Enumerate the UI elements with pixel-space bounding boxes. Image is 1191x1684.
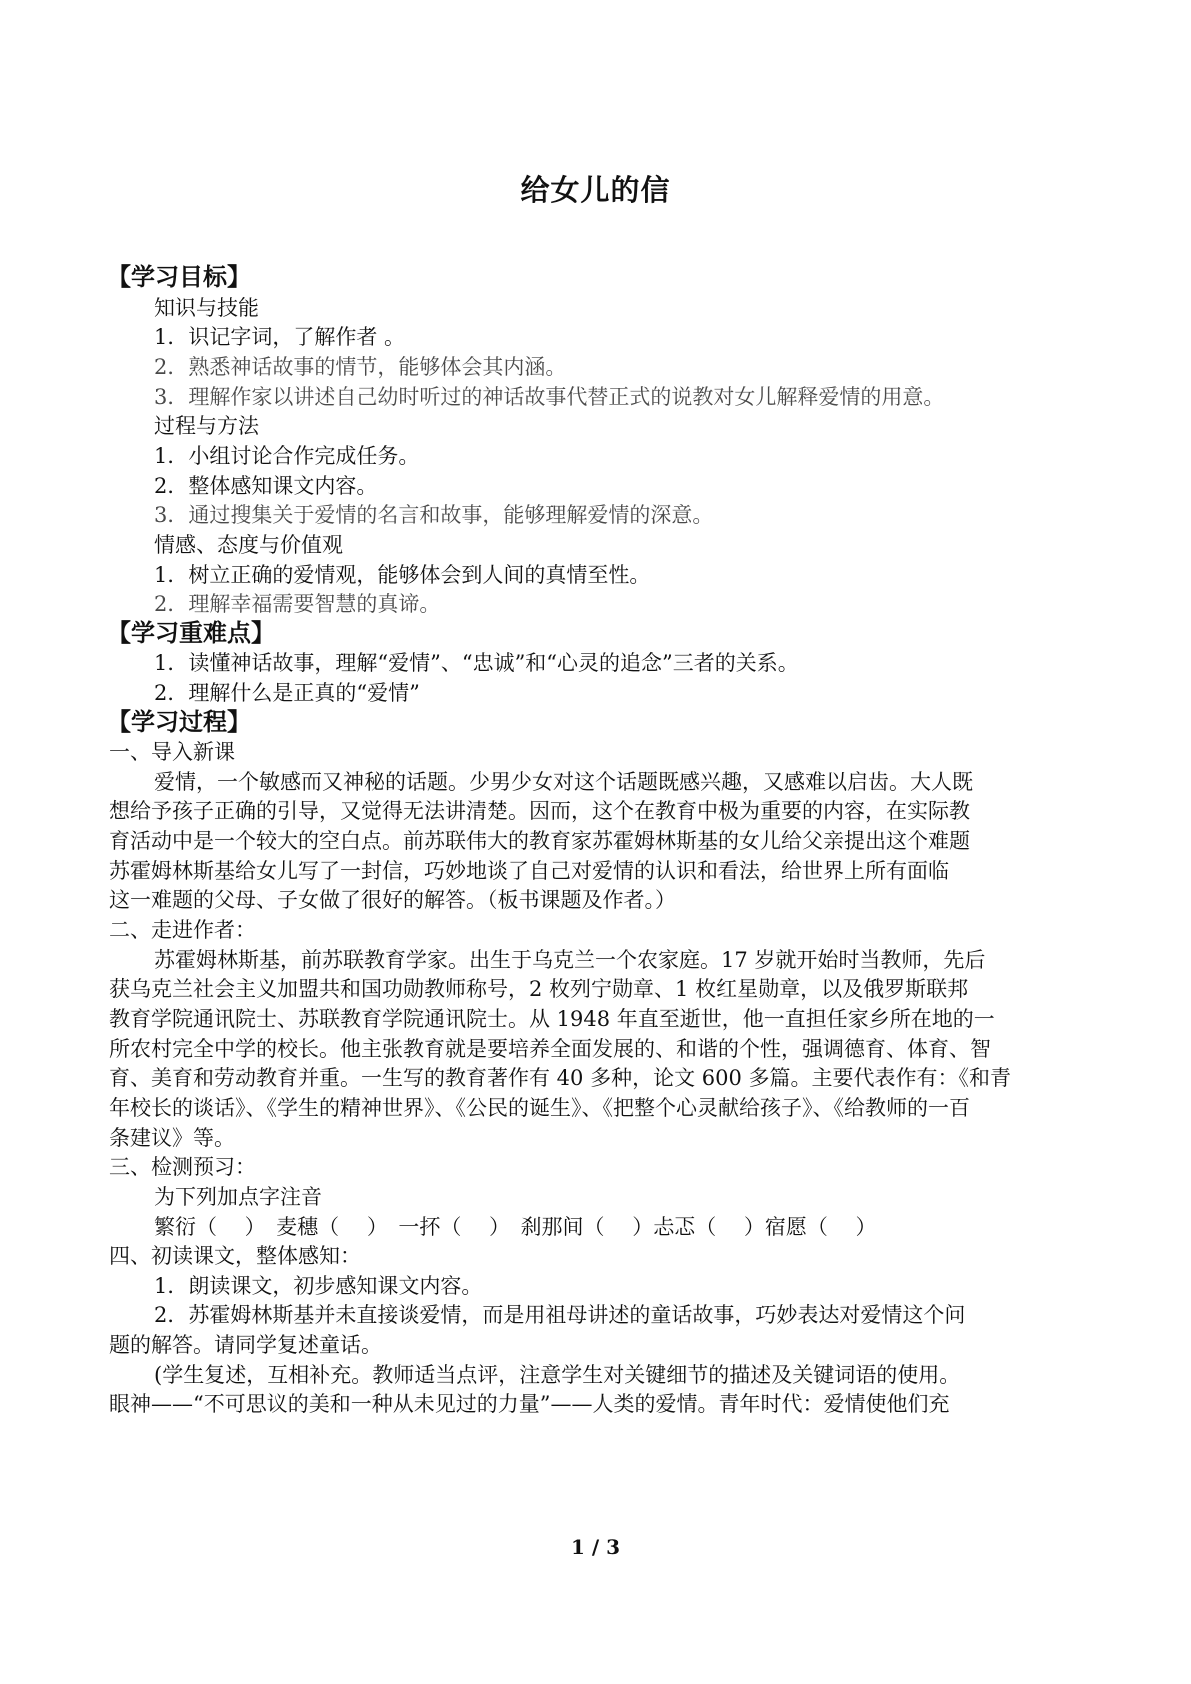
reading-note-line-1: (学生复述，互相补充。教师适当点评，注意学生对关键细节的描述及关键词语的使用。 xyxy=(154,1363,961,1387)
objectives-heading: 【学习目标】 xyxy=(107,263,251,291)
author-line-4: 所农村完全中学的校长。他主张教育就是要培养全面发展的、和谐的个性，强调德育、体育、智 xyxy=(109,1037,991,1061)
author-line-1: 苏霍姆林斯基，前苏联教育学家。出生于乌克兰一个农家庭。17 岁就开始时当教师，先后 xyxy=(154,948,986,972)
preview-instruction: 为下列加点字注音 xyxy=(154,1185,322,1209)
reading-item-2-line-2: 题的解答。请同学复述童话。 xyxy=(109,1333,382,1357)
author-label: 二、走进作者： xyxy=(109,918,256,942)
process-item-3: 3．通过搜集关于爱情的名言和故事，能够理解爱情的深意。 xyxy=(154,503,714,527)
author-line-3: 教育学院通讯院士、苏联教育学院通讯院士。从 1948 年直至逝世，他一直担任家乡所在地的一 xyxy=(109,1007,995,1031)
process-section-heading: 【学习过程】 xyxy=(107,708,251,736)
author-line-6: 年校长的谈话》、《学生的精神世界》、《公民的诞生》、《把整个心灵献给孩子》、《给教师的一百 xyxy=(109,1096,970,1120)
emotion-item-1: 1．树立正确的爱情观，能够体会到人间的真情至性。 xyxy=(154,563,651,587)
process-item-1: 1．小组讨论合作完成任务。 xyxy=(154,444,420,468)
knowledge-item-2: 2．熟悉神话故事的情节，能够体会其内涵。 xyxy=(154,355,567,379)
intro-line-4: 苏霍姆林斯基给女儿写了一封信，巧妙地谈了自己对爱情的认识和看法，给世界上所有面临 xyxy=(109,859,949,883)
key-point-1: 1．读懂神话故事，理解“爱情”、“忠诚”和“心灵的追念”三者的关系。 xyxy=(154,651,799,675)
intro-line-2: 想给予孩子正确的引导，又觉得无法讲清楚。因而，这个在教育中极为重要的内容，在实际教 xyxy=(109,799,970,823)
reading-item-1: 1．朗读课文，初步感知课文内容。 xyxy=(154,1274,483,1298)
author-line-2: 获乌克兰社会主义加盟共和国功勋教师称号，2 枚列宁勋章、1 枚红星勋章，以及俄罗斯联邦 xyxy=(109,977,969,1001)
author-line-7: 条建议》等。 xyxy=(109,1126,235,1150)
key-points-heading: 【学习重难点】 xyxy=(107,619,275,647)
emotion-item-2: 2．理解幸福需要智慧的真谛。 xyxy=(154,592,441,616)
reading-label: 四、初读课文，整体感知： xyxy=(109,1244,361,1268)
document-title: 给女儿的信 xyxy=(520,173,671,207)
preview-words: 繁衍（ ） 麦穗（ ） 一抔（ ） 刹那间（ ）忐忑（ ）宿愿（ ） xyxy=(154,1215,877,1239)
emotion-label: 情感、态度与价值观 xyxy=(154,533,343,557)
intro-label: 一、导入新课 xyxy=(109,740,235,764)
preview-label: 三、检测预习： xyxy=(109,1155,256,1179)
page-number: 1 / 3 xyxy=(570,1535,621,1559)
knowledge-label: 知识与技能 xyxy=(154,296,259,320)
process-item-2: 2．整体感知课文内容。 xyxy=(154,474,378,498)
intro-line-3: 育活动中是一个较大的空白点。前苏联伟大的教育家苏霍姆林斯基的女儿给父亲提出这个难题 xyxy=(109,829,970,853)
author-line-5: 育、美育和劳动教育并重。一生写的教育著作有 40 多种，论文 600 多篇。主要代表作有：《和青 xyxy=(109,1066,1012,1090)
knowledge-item-3: 3．理解作家以讲述自己幼时听过的神话故事代替正式的说教对女儿解释爱情的用意。 xyxy=(154,385,945,409)
intro-line-5: 这一难题的父母、子女做了很好的解答。（板书课题及作者。） xyxy=(109,888,676,912)
reading-item-2-line-1: 2．苏霍姆林斯基并未直接谈爱情，而是用祖母讲述的童话故事，巧妙表达对爱情这个问 xyxy=(154,1303,966,1327)
intro-line-1: 爱情，一个敏感而又神秘的话题。少男少女对这个话题既感兴趣，又感难以启齿。大人既 xyxy=(154,770,973,794)
knowledge-item-1: 1．识记字词，了解作者 。 xyxy=(154,325,406,349)
process-label: 过程与方法 xyxy=(154,414,259,438)
reading-note-line-2: 眼神——“不可思议的美和一种从未见过的力量”——人类的爱情。青年时代：爱情使他们充 xyxy=(109,1392,950,1416)
key-point-2: 2．理解什么是正真的“爱情” xyxy=(154,681,420,705)
